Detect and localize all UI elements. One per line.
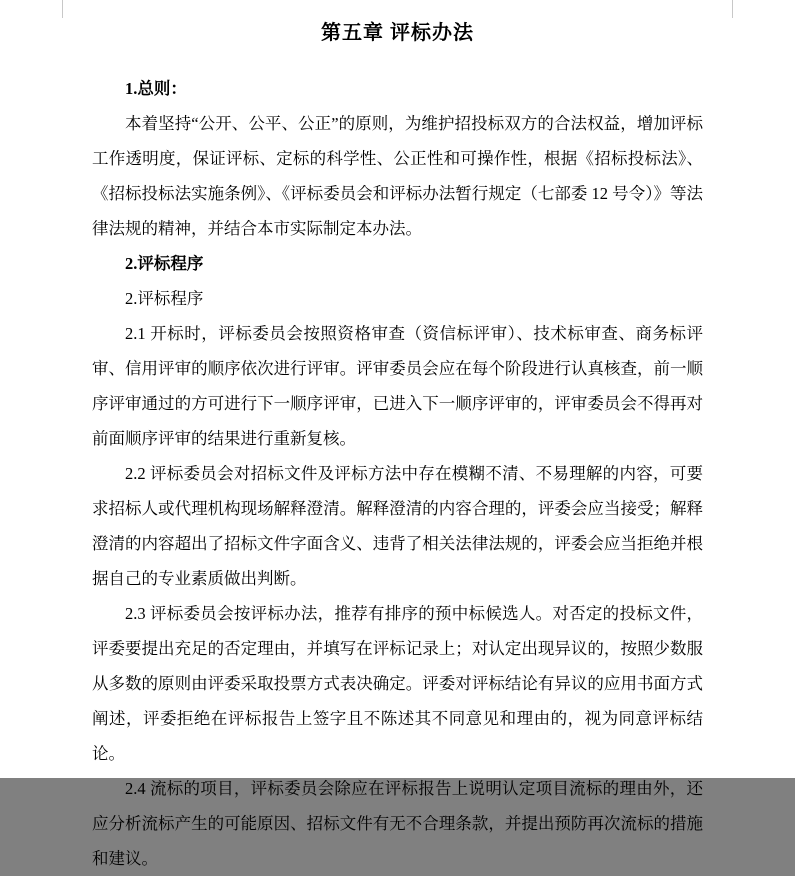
paragraph-general-principles-heading: 1.总则： — [125, 79, 187, 98]
paragraph-2-1: 2.1 开标时，评标委员会按照资格审查（资信标评审）、技术标审查、商务标评审、信用评审的顺序依次进行评审。评审委员会应在每个阶段进行认真核查，前一顺序评审通过的方可进行下一顺序评审，已进入下一顺序评审的，评审委员会不得再对前面顺序评审的结果进行重新复核。 — [92, 324, 703, 448]
page-corner-mark-top-left — [62, 0, 91, 18]
paragraph-evaluation-procedure-heading: 2.评标程序 — [125, 254, 204, 273]
paragraph-general-principles-body: 本着坚持“公开、公平、公正”的原则，为维护招投标双方的合法权益，增加评标工作透明度，保证评标、定标的科学性、公正性和可操作性，根据《招标投标法》、《招标投标法实施条例》、《评标委员会和评标办法暂行规定（七部委 12 号令）》等法律法规的精神，并结合本市实际制定本办法。 — [92, 114, 703, 238]
page-content — [92, 0, 703, 868]
page-title: 第五章 评标办法 — [321, 22, 474, 44]
paragraph-2-4: 2.4 流标的项目，评标委员会除应在评标报告上说明认定项目流标的理由外，还应分析流标产生的可能原因、招标文件有无不合理条款，并提出预防再次流标的措施和建议。 — [92, 779, 703, 868]
paragraph-2-3: 2.3 评标委员会按评标办法，推荐有排序的预中标候选人。对否定的投标文件，评委要提出充足的否定理由，并填写在评标记录上；对认定出现异议的，按照少数服从多数的原则由评委采取投票方式表决确定。评委对评标结论有异议的应用书面方式阐述，评委拒绝在评标报告上签字且不陈述其不同意见和理由的，视为同意评标结论。 — [92, 604, 703, 763]
title-spacer — [92, 45, 703, 71]
paragraph-2-2: 2.2 评标委员会对招标文件及评标方法中存在模糊不清、不易理解的内容，可要求招标人或代理机构现场解释澄清。解释澄清的内容合理的，评委会应当接受；解释澄清的内容超出了招标文件字面含义、违背了相关法律法规的，评委会应当拒绝并根据自己的专业素质做出判断。 — [92, 464, 703, 588]
page-corner-mark-top-right — [704, 0, 733, 18]
paragraph-evaluation-procedure-subheading: 2.评标程序 — [125, 289, 204, 308]
